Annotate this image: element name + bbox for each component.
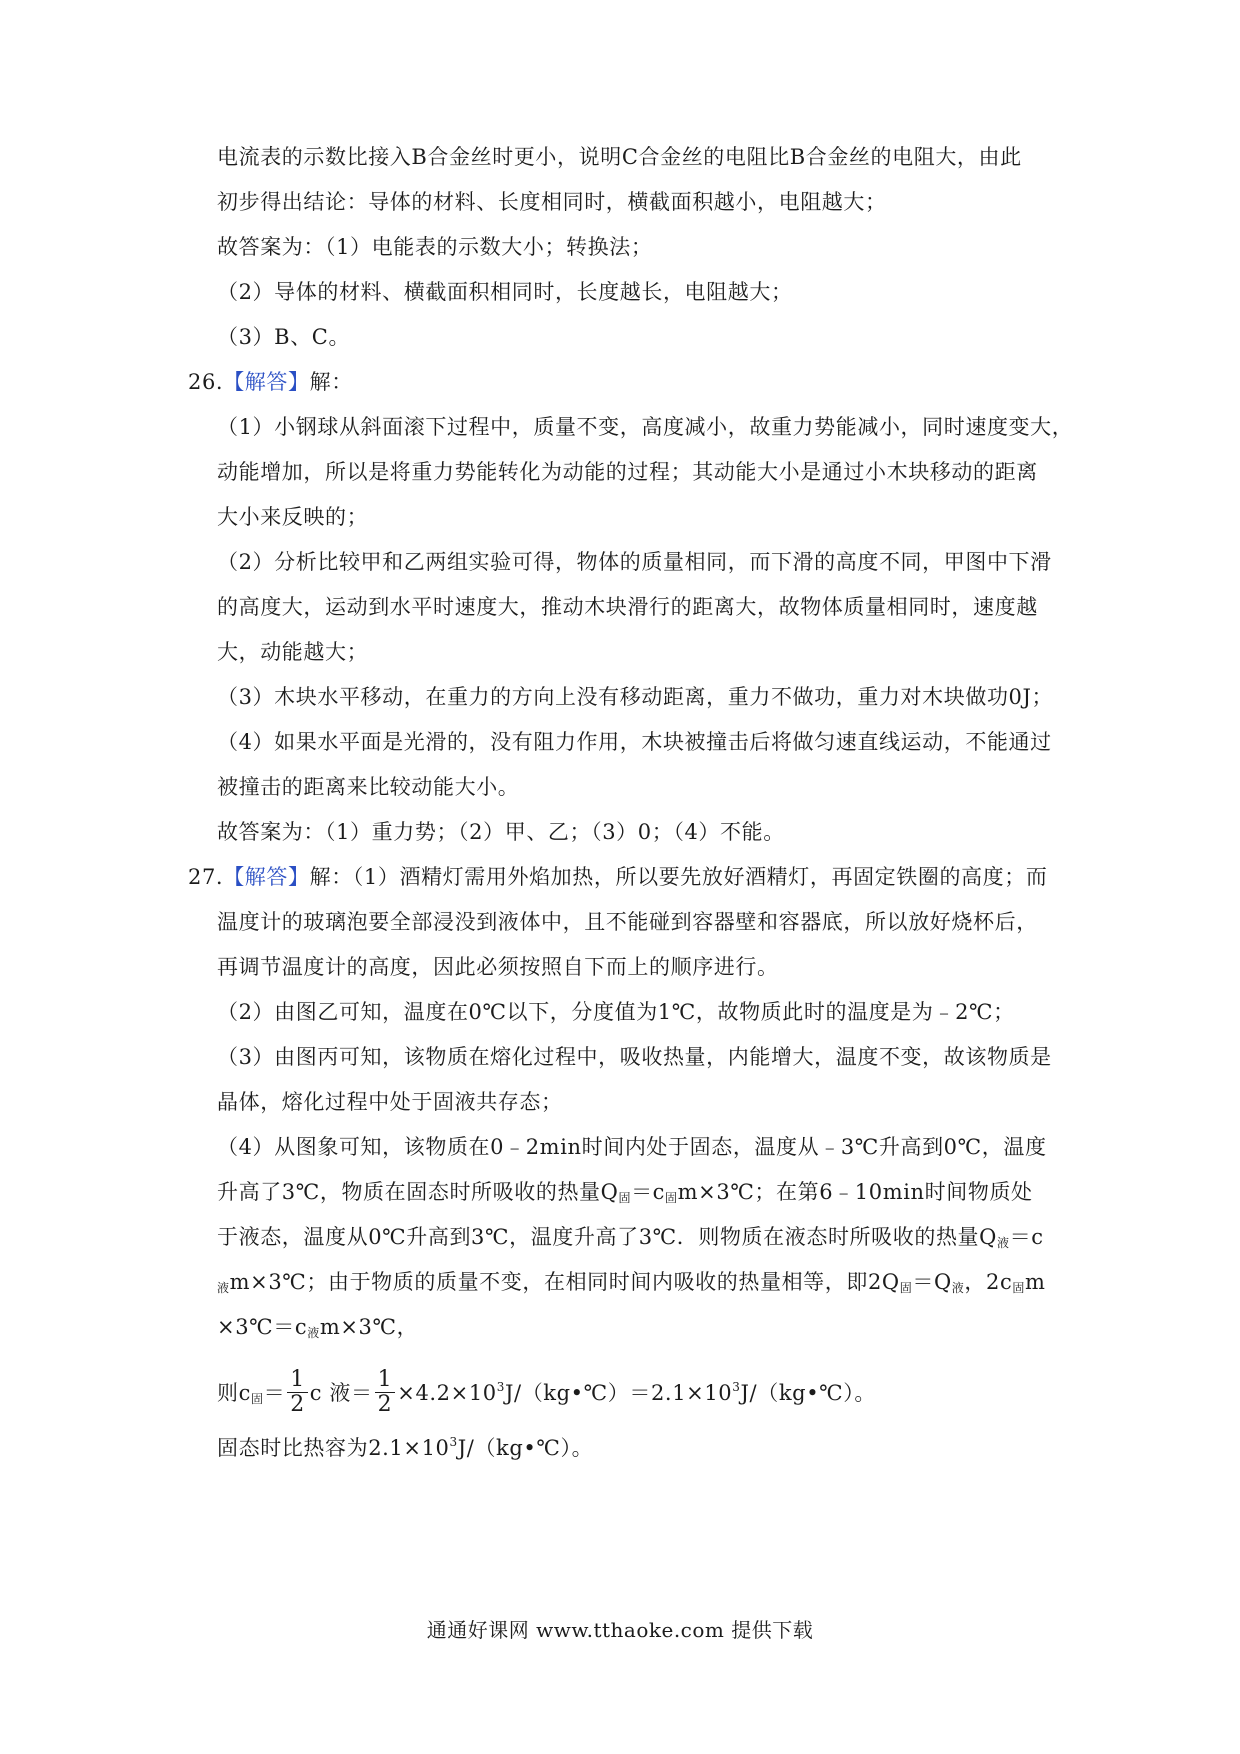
text-span: J/（kg•℃）＝2.1×10 (505, 1381, 733, 1405)
text-line: （4）从图象可知，该物质在0﹣2min时间内处于固态，温度从﹣3℃升高到0℃，温度 (217, 1135, 1047, 1159)
text-line: 温度计的玻璃泡要全部浸没到液体中，且不能碰到容器壁和容器底，所以放好烧杯后， (217, 910, 1038, 934)
text-span: ×4.2×10 (397, 1381, 497, 1405)
text-line: （1）小钢球从斜面滚下过程中，质量不变，高度减小，故重力势能减小，同时速度变大， (217, 415, 1074, 439)
text-line: （2）分析比较甲和乙两组实验可得，物体的质量相同，而下滑的高度不同，甲图中下滑 (217, 550, 1052, 574)
superscript: 3 (449, 1435, 458, 1449)
text-span: ×3℃＝c (217, 1315, 308, 1339)
question-number: 27. (188, 865, 224, 889)
text-line: 故答案为：（1）电能表的示数大小；转换法； (217, 235, 653, 259)
answer-head: 解： (309, 370, 353, 394)
text-span: m×3℃， (319, 1315, 419, 1339)
text-line (217, 1267, 1045, 1303)
fraction (375, 1368, 396, 1417)
text-line (217, 1427, 593, 1463)
subscript: 固 (618, 1191, 632, 1205)
superscript: 3 (732, 1380, 741, 1394)
formula-line (217, 1362, 876, 1424)
text-line: 晶体，熔化过程中处于固液共存态； (217, 1090, 563, 1114)
text-span: ＝c (1009, 1225, 1044, 1249)
text-span: 固态时比热容为2.1×10 (217, 1436, 450, 1460)
fraction (287, 1368, 308, 1417)
subscript: 液 (217, 1281, 230, 1295)
text-span: J/（kg•℃）。 (740, 1381, 876, 1405)
text-line: 被撞击的距离来比较动能大小。 (217, 775, 520, 799)
text-line: 动能增加，所以是将重力势能转化为动能的过程；其动能大小是通过小木块移动的距离 (217, 460, 1038, 484)
text-line: （3）B、C。 (217, 325, 351, 349)
answer-tag: 【解答】 (223, 370, 310, 394)
subscript: 固 (665, 1191, 678, 1205)
answer-tag: 【解答】 (223, 865, 310, 889)
text-span: ，2c (964, 1270, 1013, 1294)
fraction-denominator: 2 (377, 1392, 393, 1417)
subscript: 液 (307, 1326, 320, 1340)
subscript: 液 (951, 1281, 965, 1295)
text-span: ＝ (263, 1381, 286, 1405)
subscript: 固 (250, 1392, 264, 1406)
text-line: （3）由图丙可知，该物质在熔化过程中，吸收热量，内能增大，温度不变，故该物质是 (217, 1045, 1052, 1069)
text-line: 的高度大，运动到水平时速度大，推动木块滑行的距离大，故物体质量相同时，速度越 (217, 595, 1038, 619)
superscript: 3 (496, 1380, 506, 1394)
text-span: 于液态，温度从0℃升高到3℃，温度升高了3℃．则物质在液态时所吸收的热量Q (217, 1225, 997, 1249)
text-line: （3）木块水平移动，在重力的方向上没有移动距离，重力不做功，重力对木块做功0J； (217, 685, 1054, 709)
text-span: m×3℃；在第6﹣10min时间物质处 (677, 1180, 1033, 1204)
subscript: 固 (899, 1281, 913, 1295)
text-line: （2）导体的材料、横截面积相同时，长度越长，电阻越大； (217, 280, 793, 304)
text-line (217, 1312, 418, 1348)
text-span: 则c (217, 1381, 251, 1405)
text-line: 大，动能越大； (217, 640, 369, 664)
fraction-numerator: 1 (375, 1368, 396, 1393)
text-span: ＝c (631, 1180, 666, 1204)
text-line: 再调节温度计的高度，因此必须按照自下而上的顺序进行。 (217, 955, 779, 979)
text-span: c 液＝ (309, 1381, 373, 1405)
answer-head: 解：（1）酒精灯需用外焰加热，所以要先放好酒精灯，再固定铁圈的高度；而 (309, 865, 1048, 889)
text-span: m×3℃；由于物质的质量不变，在相同时间内吸收的热量相等，即2Q (229, 1270, 900, 1294)
text-line: 故答案为：（1）重力势；（2）甲、乙；（3）0；（4）不能。 (217, 820, 785, 844)
text-span: ＝Q (912, 1270, 952, 1294)
question-26-header (188, 367, 353, 397)
question-27-header (188, 862, 1047, 892)
text-span: J/（kg•℃）。 (457, 1436, 594, 1460)
text-span: 升高了3℃，物质在固态时所吸收的热量Q (217, 1180, 619, 1204)
fraction-numerator: 1 (287, 1368, 308, 1393)
text-line: 初步得出结论：导体的材料、长度相同时，横截面积越小，电阻越大； (217, 190, 887, 214)
fraction-denominator: 2 (290, 1392, 305, 1417)
page-footer: 通通好课网 www.tthaoke.com 提供下载 (426, 1618, 814, 1642)
text-line: 大小来反映的； (217, 505, 369, 529)
text-line: 电流表的示数比接入B合金丝时更小，说明C合金丝的电阻比B合金丝的电阻大，由此 (217, 145, 1022, 169)
text-line: （4）如果水平面是光滑的，没有阻力作用，木块被撞击后将做匀速直线运动，不能通过 (217, 730, 1052, 754)
question-number: 26. (188, 370, 224, 394)
text-line (217, 1222, 1044, 1258)
text-span: m (1024, 1270, 1046, 1294)
text-line (217, 1177, 1033, 1213)
subscript: 固 (1012, 1281, 1025, 1295)
text-line: （2）由图乙可知，温度在0℃以下，分度值为1℃，故物质此时的温度是为﹣2℃； (217, 1000, 1015, 1024)
subscript: 液 (996, 1236, 1010, 1250)
